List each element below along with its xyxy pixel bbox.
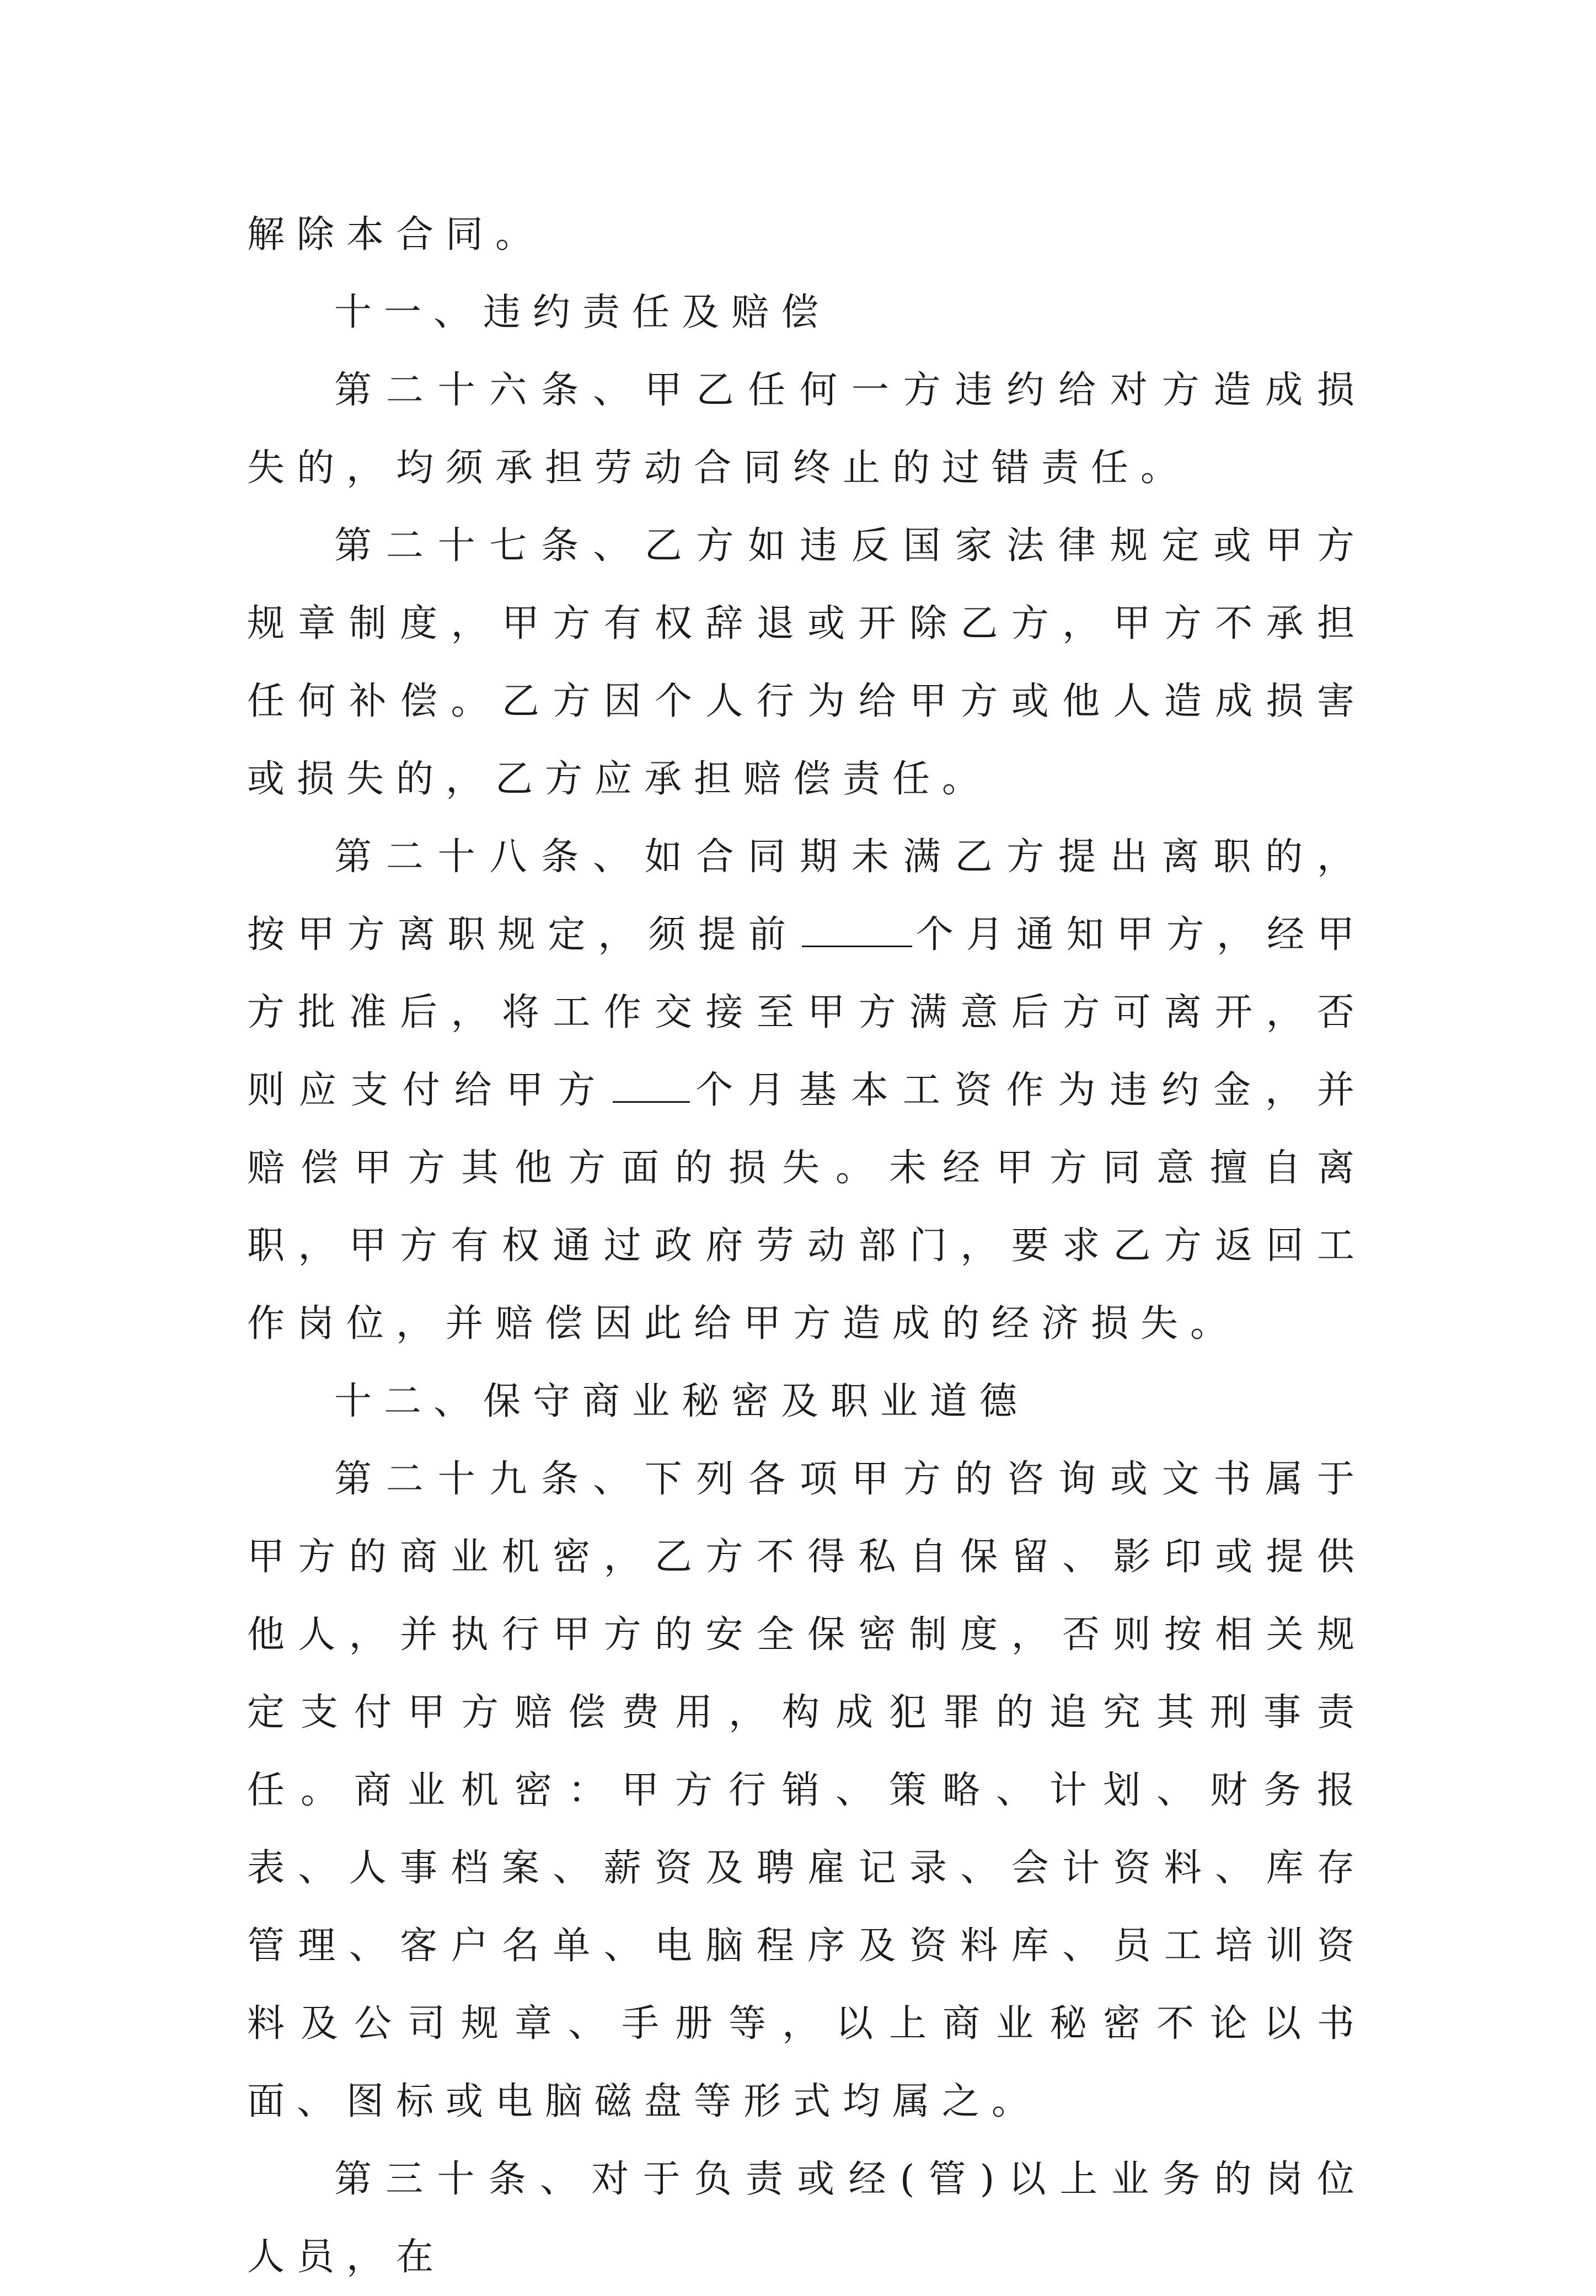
document-body (247, 196, 1367, 2296)
section-heading-11: 十一、违约责任及赔偿 (334, 291, 831, 334)
article-28-part-1: 第二十八条、如合同期未满乙方提出离职的，按甲方离职规定，须提前 (247, 835, 1367, 957)
penalty-months-blank (613, 1068, 690, 1103)
article-28 (247, 818, 1367, 1363)
notice-months-blank (802, 912, 912, 947)
article-28-part-3: 个月基本工资作为违约金，并赔偿甲方其他方面的损失。未经甲方同意擅自离职，甲方有权通过政府劳动部门，要求乙方返回工作岗位，并赔偿因此给甲方造成的经济损失。 (247, 1069, 1367, 1345)
article-29: 第二十九条、下列各项甲方的咨询或文书属于甲方的商业机密，乙方不得私自保留、影印或提供他人，并执行甲方的安全保密制度，否则按相关规定支付甲方赔偿费用，构成犯罪的追究其刑事责任。商业机密：甲方行销、策略、计划、财务报表、人事档案、薪资及聘雇记录、会计资料、库存管理、客户名单、电脑程序及资料库、员工培训资料及公司规章、手册等，以上商业秘密不论以书面、图标或电脑磁盘等形式均属之。 (247, 1457, 1367, 2123)
article-30: 第三十条、对于负责或经(管)以上业务的岗位人员，在 (247, 2158, 1367, 2279)
paragraph-continuation: 解除本合同。 (247, 213, 545, 257)
article-27: 第二十七条、乙方如违反国家法律规定或甲方规章制度，甲方有权辞退或开除乙方，甲方不承担任何补偿。乙方因个人行为给甲方或他人造成损害或损失的，乙方应承担赔偿责任。 (247, 524, 1367, 801)
section-heading-12: 十二、保守商业秘密及职业道德 (334, 1380, 1030, 1423)
article-26: 第二十六条、甲乙任何一方违约给对方造成损失的，均须承担劳动合同终止的过错责任。 (247, 369, 1367, 490)
article-28-part-2: 个月通知甲方，经甲方批准后，将工作交接至甲方满意后方可离开，否则应支付给甲方 (247, 913, 1367, 1112)
